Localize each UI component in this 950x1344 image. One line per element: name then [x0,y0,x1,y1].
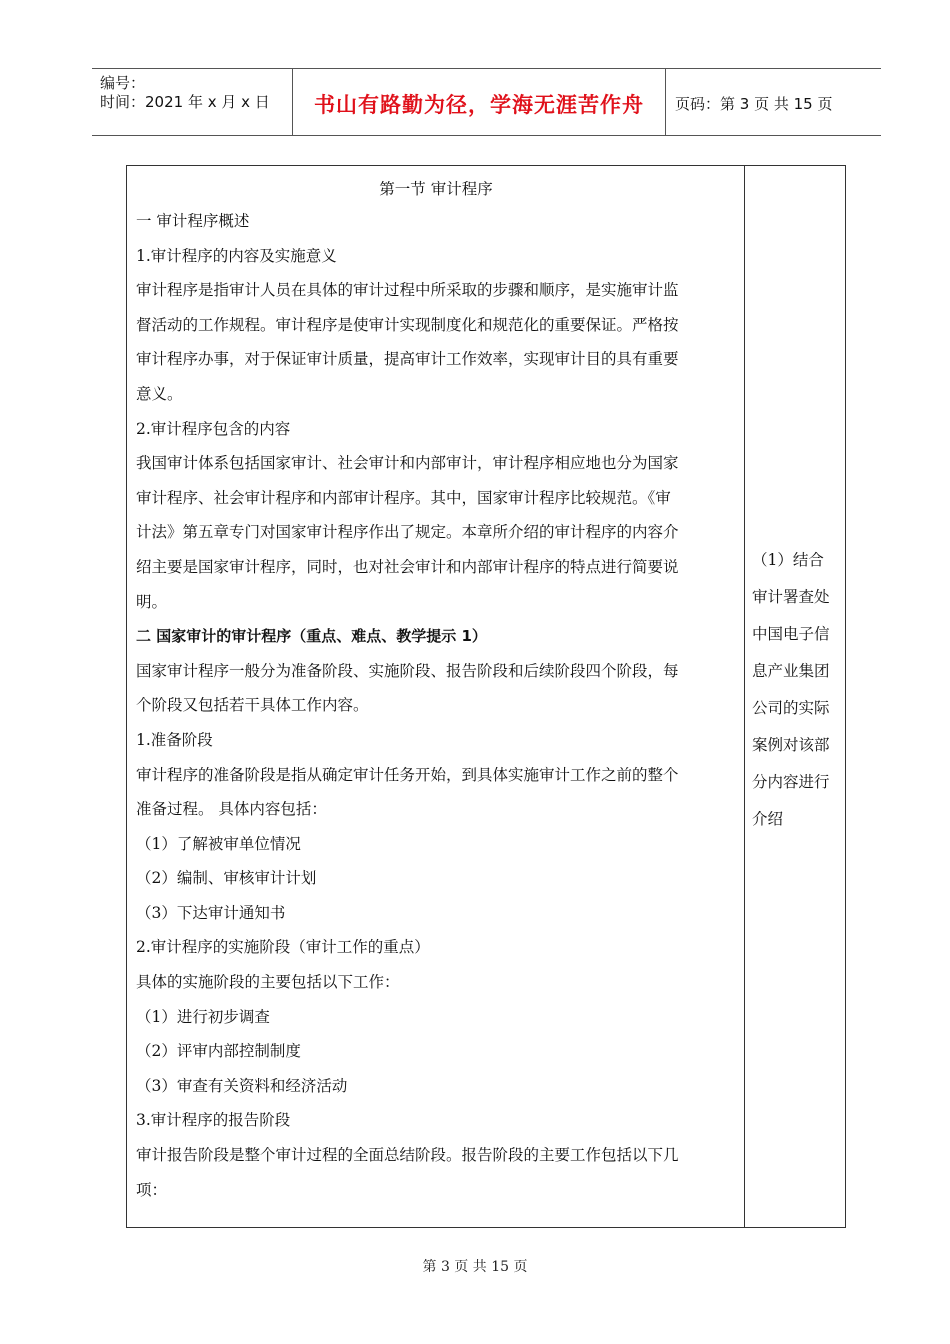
content-line: （1）进行初步调查 [136,1007,270,1026]
content-line: 意义。 [136,384,183,403]
content-line: 绍主要是国家审计程序，同时，也对社会审计和内部审计程序的特点进行简要说 [136,557,679,576]
content-line: 一 审计程序概述 [136,212,250,230]
content-line: 2.审计程序包含的内容 [136,419,291,438]
content-line: （1）了解被审单位情况 [136,834,301,853]
content-line: 准备过程。 具体内容包括： [136,800,327,819]
content-line: （2）评审内部控制制度 [136,1042,301,1061]
content-line: 国家审计程序一般分为准备阶段、实施阶段、报告阶段和后续阶段四个阶段，每 [136,661,679,680]
side-note-line: 公司的实际 [752,699,830,717]
content-line: 1.审计程序的内容及实施意义 [136,246,337,265]
main-content [136,174,736,1207]
header-motto-cell [292,69,666,135]
header-page-cell [665,69,881,135]
content-line: 2.审计程序的实施阶段（审计工作的重点） [136,938,430,957]
column-divider [744,166,745,1227]
content-line: 二 国家审计的审计程序（重点、难点、教学提示 1） [136,627,487,646]
side-note-line: （1）结合 [752,551,824,569]
header-page-number: 页码：第 3 页 共 15 页 [675,95,833,113]
content-line: 个阶段又包括若干具体工作内容。 [136,696,369,715]
content-line: （3）审查有关资料和经济活动 [136,1076,348,1095]
header-motto: 书山有路勤为径，学海无涯苦作舟 [314,93,644,117]
content-line: 我国审计体系包括国家审计、社会审计和内部审计，审计程序相应地也分为国家 [136,454,679,473]
content-line: 审计程序办事，对于保证审计质量，提高审计工作效率，实现审计目的具有重要 [136,350,679,369]
side-note-line: 案例对该部 [752,736,830,754]
content-line: 审计程序的准备阶段是指从确定审计任务开始，到具体实施审计工作之前的整个 [136,765,679,784]
content-line: （2）编制、审核审计计划 [136,869,317,888]
content-line: 明。 [136,592,168,611]
side-note [752,542,842,838]
content-line: 具体的实施阶段的主要包括以下工作： [136,973,400,992]
side-note-line: 中国电子信 [752,625,830,643]
document-time: 时间：2021 年 x 月 x 日 [100,93,270,111]
content-line: （3）下达审计通知书 [136,903,286,922]
side-note-line: 介绍 [752,810,784,828]
content-line: 1.准备阶段 [136,730,213,749]
content-table [126,165,846,1228]
side-note-line: 分内容进行 [752,773,830,791]
page-footer: 第 3 页 共 15 页 [422,1259,528,1275]
side-note-line: 息产业集团 [752,662,830,680]
content-line: 审计程序、社会审计程序和内部审计程序。其中，国家审计程序比较规范。《审 [136,488,671,507]
content-line: 审计程序是指审计人员在具体的审计过程中所采取的步骤和顺序，是实施审计监 [136,281,679,300]
content-line: 项： [136,1180,168,1199]
content-line: 3.审计程序的报告阶段 [136,1111,291,1130]
content-line: 审计报告阶段是整个审计过程的全面总结阶段。报告阶段的主要工作包括以下几 [136,1146,679,1165]
side-note-line: 审计署查处 [752,588,830,606]
document-number: 编号： [100,74,146,92]
content-line: 督活动的工作规程。审计程序是使审计实现制度化和规范化的重要保证。严格按 [136,315,679,334]
section-title: 第一节 审计程序 [379,180,493,198]
header-meta [92,69,292,135]
page-header [92,68,881,136]
content-line: 计法》第五章专门对国家审计程序作出了规定。本章所介绍的审计程序的内容介 [136,523,679,542]
